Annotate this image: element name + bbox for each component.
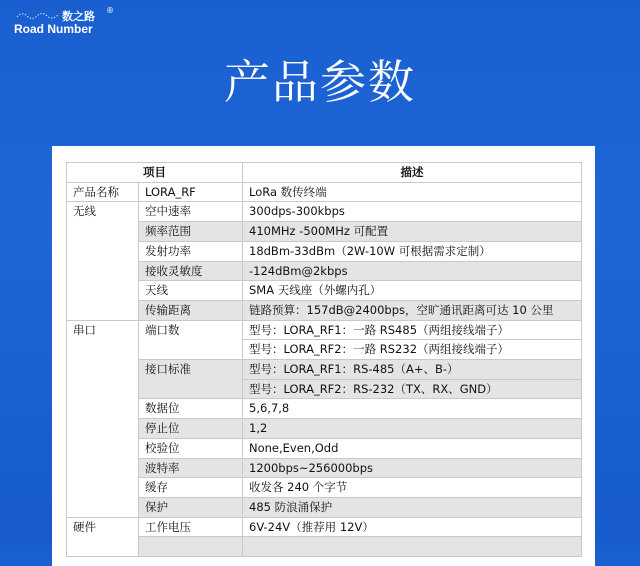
group-cell: 硬件 bbox=[67, 517, 139, 556]
table-row bbox=[67, 320, 582, 340]
desc-cell bbox=[243, 537, 582, 557]
desc-cell: 型号：LORA_RF2：一路 RS232（两组接线端子） bbox=[243, 340, 582, 360]
table-row bbox=[67, 261, 582, 281]
desc-cell: LoRa 数传终端 bbox=[243, 182, 582, 202]
logo-en-text: Road Number bbox=[14, 22, 93, 36]
table-row bbox=[67, 458, 582, 478]
item-cell: 接收灵敏度 bbox=[139, 261, 243, 281]
group-cell: 无线 bbox=[67, 202, 139, 320]
item-cell: 工作电压 bbox=[139, 517, 243, 537]
desc-cell: 型号：LORA_RF2：RS-232（TX、RX、GND） bbox=[243, 379, 582, 399]
header-desc: 描述 bbox=[243, 163, 582, 183]
table-row bbox=[67, 438, 582, 458]
desc-cell: 1,2 bbox=[243, 419, 582, 439]
item-cell: 发射功率 bbox=[139, 241, 243, 261]
table-row bbox=[67, 517, 582, 537]
table-row bbox=[67, 478, 582, 498]
item-cell: 停止位 bbox=[139, 419, 243, 439]
group-cell: 产品名称 bbox=[67, 182, 139, 202]
spec-table bbox=[66, 162, 582, 557]
item-cell: 波特率 bbox=[139, 458, 243, 478]
desc-cell: -124dBm@2kbps bbox=[243, 261, 582, 281]
item-cell: 数据位 bbox=[139, 399, 243, 419]
desc-cell: 5,6,7,8 bbox=[243, 399, 582, 419]
desc-cell: 6V-24V（推荐用 12V） bbox=[243, 517, 582, 537]
table-row bbox=[67, 241, 582, 261]
table-row bbox=[67, 222, 582, 242]
table-row bbox=[67, 360, 582, 380]
table-row bbox=[67, 202, 582, 222]
desc-cell: 18dBm-33dBm（2W-10W 可根据需求定制） bbox=[243, 241, 582, 261]
desc-cell: 收发各 240 个字节 bbox=[243, 478, 582, 498]
table-row bbox=[67, 497, 582, 517]
registered-mark: ® bbox=[106, 6, 114, 15]
desc-cell: 300dps-300kbps bbox=[243, 202, 582, 222]
item-cell: 天线 bbox=[139, 281, 243, 301]
table-row bbox=[67, 399, 582, 419]
page-title: 产品参数 bbox=[224, 55, 416, 109]
item-cell: 保护 bbox=[139, 497, 243, 517]
item-cell: 校验位 bbox=[139, 438, 243, 458]
desc-cell: 型号：LORA_RF1：一路 RS485（两组接线端子） bbox=[243, 320, 582, 340]
item-cell: 缓存 bbox=[139, 478, 243, 498]
group-cell: 串口 bbox=[67, 320, 139, 517]
item-cell: 传输距离 bbox=[139, 300, 243, 320]
table-row bbox=[67, 537, 582, 557]
table-row bbox=[67, 182, 582, 202]
desc-cell: 1200bps~256000bps bbox=[243, 458, 582, 478]
item-cell: 接口标准 bbox=[139, 360, 243, 399]
item-cell: 频率范围 bbox=[139, 222, 243, 242]
spec-sheet bbox=[52, 146, 595, 566]
item-cell: 空中速率 bbox=[139, 202, 243, 222]
table-header-row bbox=[67, 163, 582, 183]
desc-cell: 410MHz -500MHz 可配置 bbox=[243, 222, 582, 242]
desc-cell: 485 防浪涌保护 bbox=[243, 497, 582, 517]
item-cell: 端口数 bbox=[139, 320, 243, 359]
logo-wave-icon bbox=[16, 10, 60, 20]
logo-cn-text: 数之路 bbox=[62, 10, 95, 23]
item-cell: LORA_RF bbox=[139, 182, 243, 202]
item-cell bbox=[139, 537, 243, 557]
table-row bbox=[67, 300, 582, 320]
desc-cell: SMA 天线座（外螺内孔） bbox=[243, 281, 582, 301]
desc-cell: 型号：LORA_RF1：RS-485（A+、B-） bbox=[243, 360, 582, 380]
table-row bbox=[67, 281, 582, 301]
table-row bbox=[67, 419, 582, 439]
desc-cell: 链路预算：157dB@2400bps，空旷通讯距离可达 10 公里 bbox=[243, 300, 582, 320]
desc-cell: None,Even,Odd bbox=[243, 438, 582, 458]
header-item: 项目 bbox=[67, 163, 243, 183]
